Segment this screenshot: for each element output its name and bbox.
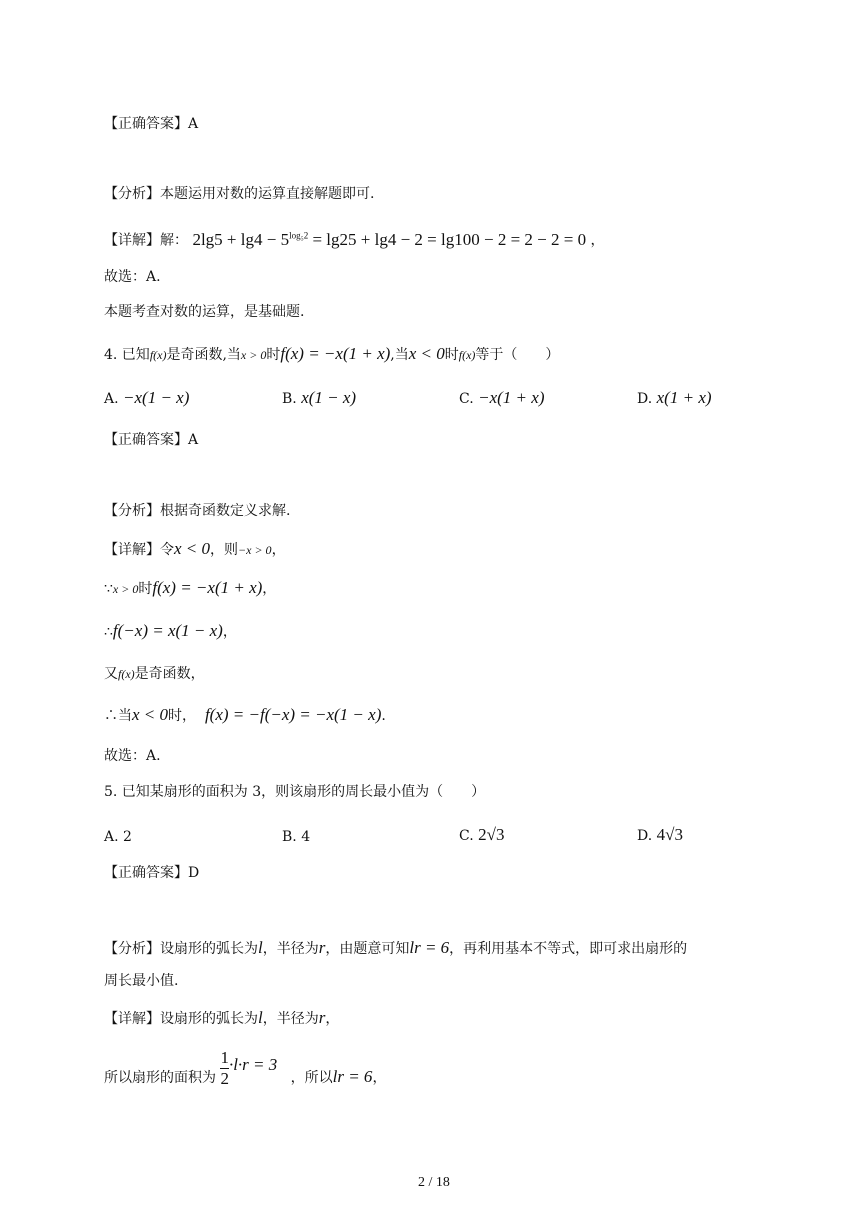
analysis-q5-line2: 周长最小值. <box>104 973 179 989</box>
option-b: B. x(1 − x) <box>282 388 357 407</box>
answer-q3: 【正确答案】A <box>104 116 199 132</box>
option-a: A. −x(1 − x) <box>104 388 190 407</box>
q5-option-d: D. 4√3 <box>637 825 683 844</box>
q5-option-c: C. 2√3 <box>459 825 505 844</box>
analysis-q4: 【分析】根据奇函数定义求解. <box>104 503 291 519</box>
q5-option-a: A. 2 <box>104 829 132 845</box>
detail-label: 【详解】解： <box>104 232 188 249</box>
detail-q5-line2: 所以扇形的面积为 $\frac{1}{2}$ ·l·r = 3 ，所以lr = 6， <box>104 1047 387 1088</box>
punct: ， <box>590 232 605 249</box>
detail-q4-line4: 又f(x)是奇函数， <box>104 666 205 682</box>
detail-q4-line5: ∴当x < 0时， f(x) = −f(−x) = −x(1 − x). <box>104 705 386 724</box>
question-4: 4. 已知f(x)是奇函数,当x > 0时f(x) = −x(1 + x),当x < 0时f(x)等于（ ） <box>104 344 560 363</box>
note-q3: 本题考查对数的运算，是基础题. <box>104 304 305 320</box>
detail-q5-line1: 【详解】设扇形的弧长为l，半径为r， <box>104 1008 340 1027</box>
analysis-q3: 【分析】本题运用对数的运算直接解题即可. <box>104 186 375 202</box>
formula: $2\lg 5 + \lg 4 - 5^{log_52} = \lg 25 + \lg 4 - 2 = \lg 100 - 2 = 2 - 2 = 0$ <box>192 229 587 249</box>
fraction: $\frac{1}{2}$ <box>220 1047 229 1088</box>
analysis-q5-line1: 【分析】设扇形的弧长为l，半径为r，由题意可知lr = 6，再利用基本不等式，即可求出扇形的 <box>104 938 688 957</box>
detail-q4-line3: ∴f(−x) = x(1 − x)， <box>104 621 237 640</box>
detail-q4-line1: 【详解】令x < 0，则−x > 0， <box>104 539 286 558</box>
answer-q5: 【正确答案】D <box>104 865 200 881</box>
page-number: 2 / 18 <box>418 1175 450 1190</box>
detail-q3 <box>104 225 605 251</box>
q5-option-b: B. 4 <box>282 829 311 845</box>
detail-q4-line2: ∵x > 0时f(x) = −x(1 + x)， <box>104 578 277 597</box>
choose-q4: 故选：A. <box>104 748 161 764</box>
option-d: D. x(1 + x) <box>637 388 712 407</box>
question-5: 5. 已知某扇形的面积为 3，则该扇形的周长最小值为（ ） <box>104 784 486 800</box>
answer-q4: 【正确答案】A <box>104 432 199 448</box>
option-c: C. −x(1 + x) <box>459 388 545 407</box>
choose-q3: 故选：A. <box>104 269 161 285</box>
